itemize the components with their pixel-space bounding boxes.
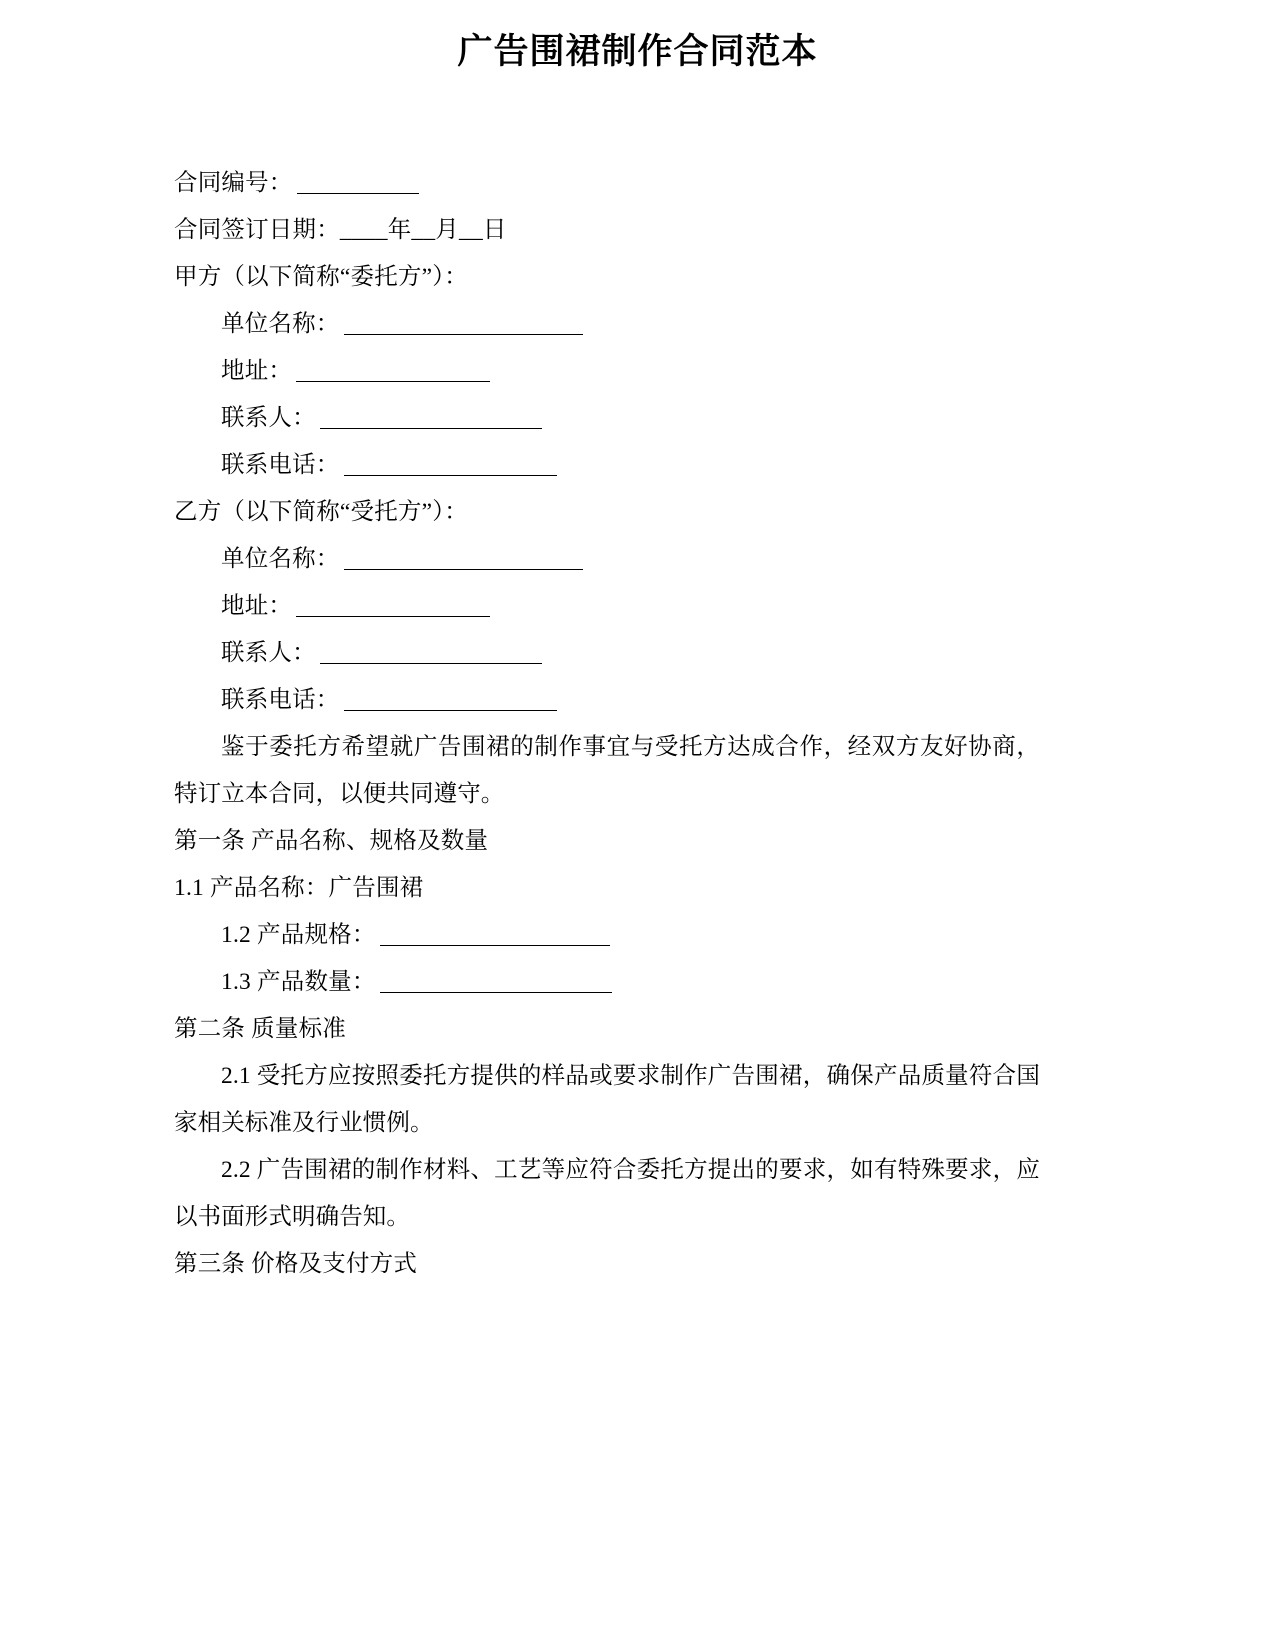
field-contract-number-blank[interactable] <box>297 171 419 194</box>
party-a-contact-label: 联系人： <box>221 405 316 431</box>
party-b-company-blank[interactable] <box>344 547 583 570</box>
page-title: 广告围裙制作合同范本 <box>457 32 818 72</box>
party-a-address-label: 地址： <box>221 358 293 384</box>
field-sign-date <box>174 207 1040 254</box>
field-sign-date-label: 合同签订日期： <box>174 217 340 243</box>
party-a-company-label: 单位名称： <box>221 311 340 337</box>
party-b-company-label: 单位名称： <box>221 546 340 572</box>
party-a-field-contact <box>174 395 1040 442</box>
party-a-company-blank[interactable] <box>344 312 583 335</box>
field-contract-number <box>174 160 1040 207</box>
party-b-address-label: 地址： <box>221 593 293 619</box>
clause-2-1: 2.1 受托方应按照委托方提供的样品或要求制作广告围裙，确保产品质量符合国家相关标准及行业惯例。 <box>174 1063 1040 1136</box>
party-b-heading: 乙方（以下简称“受托方”）： <box>174 499 468 525</box>
clause-1-3 <box>174 959 1040 1006</box>
article-1-heading: 第一条 产品名称、规格及数量 <box>174 828 489 854</box>
party-a-field-address <box>174 348 1040 395</box>
clause-1-3-blank[interactable] <box>380 970 612 993</box>
clause-1-2-blank[interactable] <box>380 923 610 946</box>
party-a-heading: 甲方（以下简称“委托方”）： <box>174 264 468 290</box>
party-b-field-phone <box>174 677 1040 724</box>
clause-1-1: 1.1 产品名称：广告围裙 <box>174 875 424 901</box>
party-a-phone-blank[interactable] <box>344 453 557 476</box>
article-3-heading: 第三条 价格及支付方式 <box>174 1251 418 1277</box>
party-b-contact-label: 联系人： <box>221 640 316 666</box>
party-b-phone-blank[interactable] <box>344 688 557 711</box>
party-b-field-contact <box>174 630 1040 677</box>
clause-1-3-label: 1.3 产品数量： <box>221 969 376 995</box>
clause-2-2: 2.2 广告围裙的制作材料、工艺等应符合委托方提出的要求，如有特殊要求，应以书面形式明确告知。 <box>174 1157 1040 1230</box>
party-b-field-address <box>174 583 1040 630</box>
party-a-contact-blank[interactable] <box>320 406 542 429</box>
party-b-phone-label: 联系电话： <box>221 687 340 713</box>
document-body <box>174 160 1040 1288</box>
party-a-field-company <box>174 301 1040 348</box>
party-a-address-blank[interactable] <box>296 359 490 382</box>
clause-1-2-label: 1.2 产品规格： <box>221 922 376 948</box>
clause-1-2 <box>174 912 1040 959</box>
party-b-address-blank[interactable] <box>296 594 490 617</box>
article-2-heading: 第二条 质量标准 <box>174 1016 346 1042</box>
field-contract-number-label: 合同编号： <box>174 170 293 196</box>
party-b-contact-blank[interactable] <box>320 641 542 664</box>
field-sign-date-value[interactable]: ____年__月__日 <box>339 217 507 243</box>
party-a-phone-label: 联系电话： <box>221 452 340 478</box>
preamble-paragraph: 鉴于委托方希望就广告围裙的制作事宜与受托方达成合作，经双方友好协商，特订立本合同，以便共同遵守。 <box>174 734 1040 807</box>
party-b-field-company <box>174 536 1040 583</box>
party-a-field-phone <box>174 442 1040 489</box>
